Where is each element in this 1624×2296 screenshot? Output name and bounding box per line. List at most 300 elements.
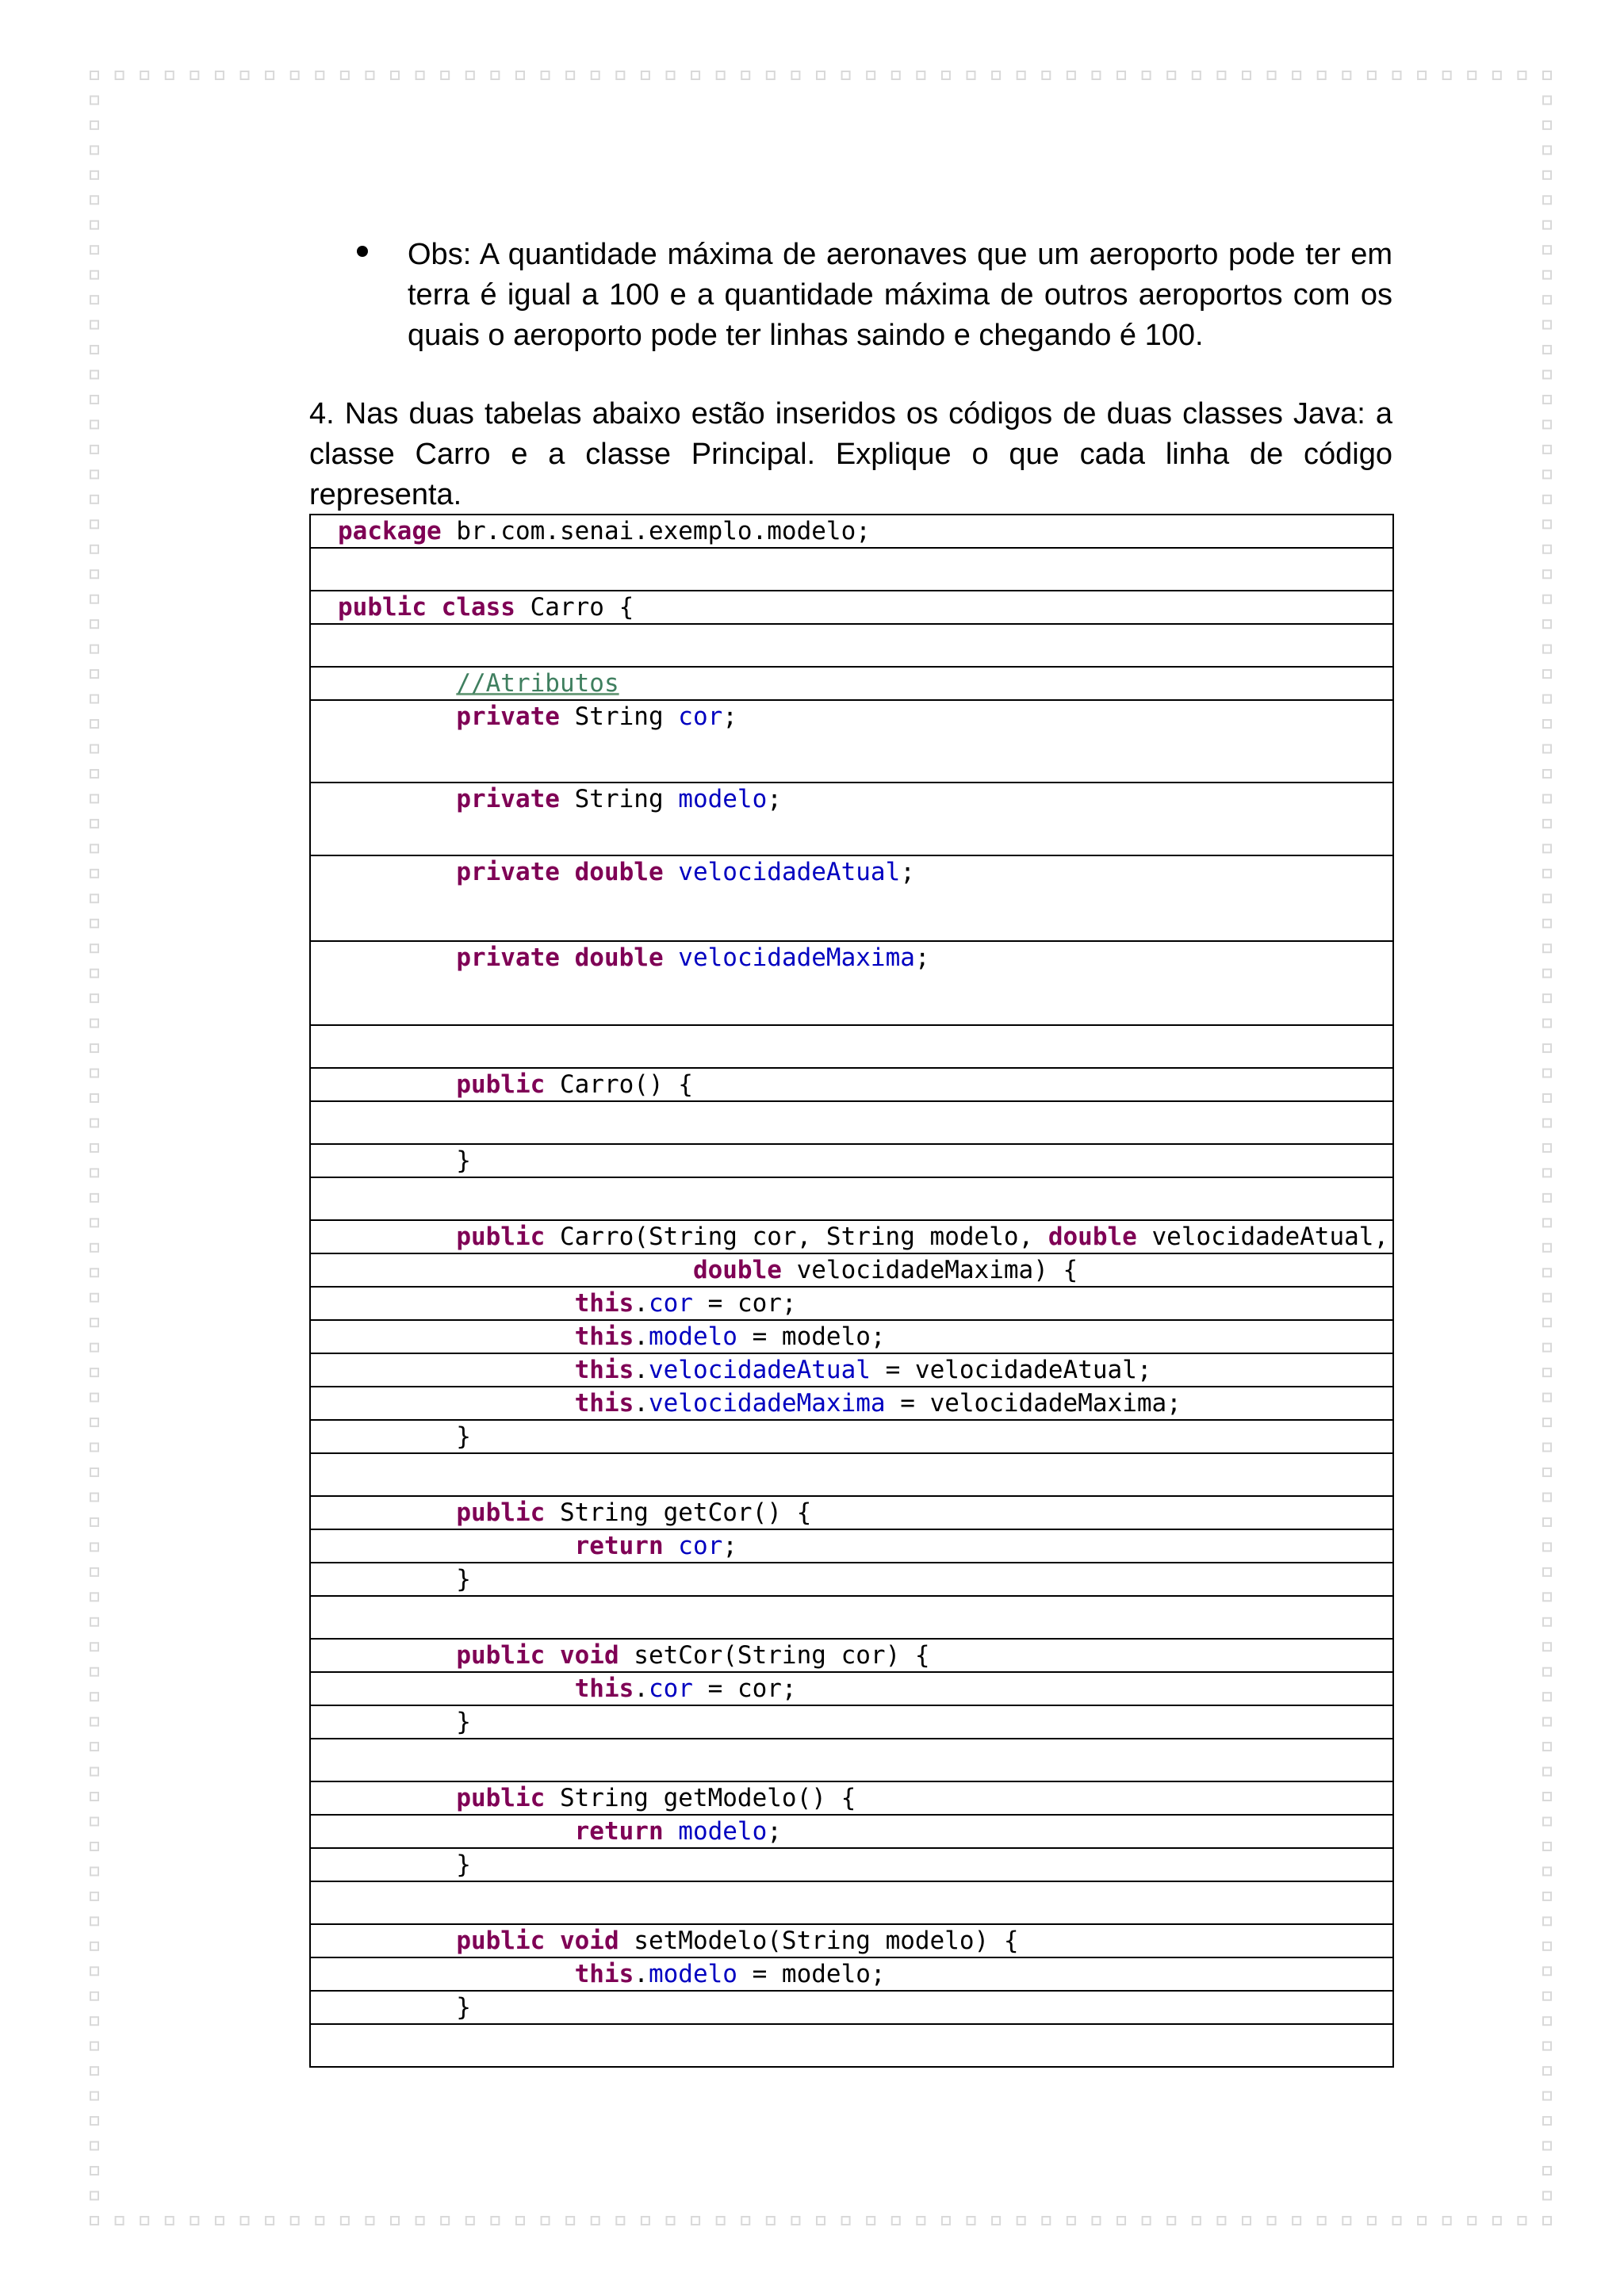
code-row: [310, 1453, 1393, 1496]
code-line: [311, 1673, 1392, 1705]
border-square: [90, 2217, 98, 2225]
border-square: [1543, 1743, 1551, 1751]
code-text: .: [634, 1389, 649, 1418]
code-keyword: this: [574, 1356, 634, 1384]
border-square: [90, 570, 98, 578]
code-text: Carro() {: [545, 1070, 693, 1099]
bullet-note-text: Obs: A quantidade máxima de aeronaves que um aeroporto pode ter em terra é igual a 100 e a quantidade máxima de outros aeroportos com os quais o aeroporto pode ter linhas saindo e chegando é 100.: [408, 238, 1392, 352]
border-square: [466, 2217, 474, 2225]
border-square: [1543, 1593, 1551, 1601]
bullet-dot-icon: [357, 246, 368, 257]
border-square: [266, 2217, 274, 2225]
border-square: [90, 71, 98, 79]
border-square: [90, 794, 98, 802]
code-row: [310, 1848, 1393, 1881]
code-cell: [310, 1739, 1393, 1781]
code-cell: [310, 591, 1393, 624]
border-square: [1543, 1070, 1551, 1077]
border-square: [542, 2217, 550, 2225]
code-line: [311, 1497, 1392, 1529]
border-square: [90, 744, 98, 752]
code-text: }: [338, 1422, 471, 1451]
code-text: [338, 1256, 693, 1284]
code-cell: [310, 1705, 1393, 1739]
code-keyword: double: [692, 1256, 782, 1284]
border-square: [1543, 271, 1551, 279]
border-square: [1543, 1344, 1551, 1352]
border-square: [1543, 1543, 1551, 1551]
border-square: [90, 2017, 98, 2025]
border-square: [166, 71, 174, 79]
border-square: [1543, 1194, 1551, 1202]
border-square: [90, 1917, 98, 1925]
question-paragraph: 4. Nas duas tabelas abaixo estão inseridos os códigos de duas classes Java: a classe Carro e a classe Principal. Explique o que cada linha de código representa.: [309, 397, 1392, 511]
code-keyword: this: [574, 1322, 634, 1351]
border-square: [642, 71, 649, 79]
border-square: [116, 2217, 124, 2225]
border-square: [1342, 71, 1350, 79]
border-square: [1318, 71, 1326, 79]
code-row: [310, 700, 1393, 783]
code-text: velocidadeMaxima) {: [781, 1256, 1078, 1284]
border-square: [90, 1942, 98, 1950]
border-square: [1543, 2017, 1551, 2025]
code-line: [311, 1530, 1392, 1562]
code-text: ;: [767, 785, 782, 813]
border-square: [741, 2217, 749, 2225]
border-square: [90, 770, 98, 778]
border-square: [366, 2217, 373, 2225]
code-line: [311, 1882, 1392, 1923]
code-line: [311, 1640, 1392, 1671]
border-square: [1543, 1693, 1551, 1701]
code-field: modelo: [648, 1322, 737, 1351]
border-square: [90, 1768, 98, 1776]
border-square: [1518, 71, 1526, 79]
border-square: [992, 71, 1000, 79]
border-square: [90, 1867, 98, 1875]
border-square: [1543, 1219, 1551, 1226]
code-field: cor: [648, 1289, 693, 1318]
code-line: [311, 1849, 1392, 1881]
border-square: [90, 1194, 98, 1202]
border-square: [717, 71, 725, 79]
code-text: }: [338, 1993, 471, 2022]
border-square: [1042, 71, 1050, 79]
code-text: [338, 1322, 575, 1351]
border-square: [90, 670, 98, 678]
border-square: [1543, 1867, 1551, 1875]
code-cell: [310, 1957, 1393, 1991]
code-text: Carro {: [515, 593, 634, 622]
code-row: [310, 1881, 1393, 1924]
code-field: modelo: [648, 1960, 737, 1988]
border-square: [1543, 1768, 1551, 1776]
border-square: [741, 71, 749, 79]
border-square: [90, 470, 98, 478]
border-square: [1543, 1044, 1551, 1052]
code-row: [310, 1991, 1393, 2024]
code-keyword: public: [456, 1784, 546, 1812]
code-row: [310, 1705, 1393, 1739]
border-square: [616, 2217, 624, 2225]
border-square: [90, 196, 98, 204]
border-square: [1543, 1568, 1551, 1576]
border-square: [1543, 2117, 1551, 2125]
code-keyword: void: [559, 1641, 619, 1670]
code-field: velocidadeMaxima: [678, 943, 915, 972]
code-row: [310, 1420, 1393, 1453]
border-square: [1543, 1843, 1551, 1850]
code-text: [545, 1927, 560, 1955]
code-line: [311, 1563, 1392, 1595]
code-line: [311, 1925, 1392, 1957]
border-square: [316, 2217, 324, 2225]
code-text: = velocidadeMaxima;: [885, 1389, 1182, 1418]
border-square: [791, 2217, 799, 2225]
code-cell: [310, 515, 1393, 548]
border-square: [90, 1817, 98, 1825]
code-row: [310, 1924, 1393, 1957]
border-square: [90, 545, 98, 553]
code-text: [338, 1927, 456, 1955]
border-square: [1167, 71, 1175, 79]
code-cell: [310, 2024, 1393, 2067]
code-line: [311, 549, 1392, 590]
border-square: [90, 1967, 98, 1975]
border-square: [90, 520, 98, 528]
code-text: String getCor() {: [545, 1498, 812, 1527]
border-square: [90, 371, 98, 379]
code-text: = modelo;: [737, 1960, 886, 1988]
border-square: [90, 1793, 98, 1800]
code-text: [338, 1960, 575, 1988]
border-square: [691, 71, 699, 79]
border-square: [1543, 2167, 1551, 2175]
border-square: [942, 71, 950, 79]
code-keyword: private: [456, 702, 560, 731]
border-square: [842, 2217, 850, 2225]
border-square: [90, 1119, 98, 1127]
code-text: [338, 1070, 456, 1099]
border-square: [1543, 1368, 1551, 1376]
code-cell: [310, 1420, 1393, 1453]
code-keyword: class: [441, 593, 515, 622]
border-square: [441, 2217, 449, 2225]
border-square: [1543, 1643, 1551, 1651]
code-row: [310, 1781, 1393, 1815]
code-line: [311, 1992, 1392, 2023]
code-row: [310, 1815, 1393, 1848]
border-square: [90, 870, 98, 878]
code-row: [310, 1563, 1393, 1596]
border-square: [1092, 71, 1100, 79]
code-line: [311, 668, 1392, 699]
code-line: [311, 942, 1392, 1024]
border-square: [1543, 321, 1551, 329]
code-row: [310, 1101, 1393, 1144]
border-square: [1543, 1892, 1551, 1900]
code-text: .: [634, 1356, 649, 1384]
border-square: [1543, 520, 1551, 528]
border-square: [90, 1094, 98, 1102]
code-cell: [310, 1924, 1393, 1957]
border-square: [1543, 121, 1551, 129]
code-line: [311, 1816, 1392, 1847]
border-square: [592, 2217, 599, 2225]
code-text: ;: [722, 702, 737, 731]
border-square: [216, 2217, 224, 2225]
border-square: [90, 1418, 98, 1426]
border-square: [917, 71, 925, 79]
code-cell: [310, 1220, 1393, 1253]
border-square: [90, 346, 98, 354]
border-square: [90, 420, 98, 428]
border-square: [817, 71, 825, 79]
code-keyword: double: [574, 858, 664, 886]
border-square: [90, 2117, 98, 2125]
border-square: [867, 71, 875, 79]
border-square: [190, 71, 198, 79]
border-square: [1543, 870, 1551, 878]
code-cell: [310, 1496, 1393, 1529]
code-text: [545, 1641, 560, 1670]
border-square: [1493, 2217, 1501, 2225]
border-square: [1543, 221, 1551, 229]
code-keyword: public: [456, 1641, 546, 1670]
border-square: [1318, 2217, 1326, 2225]
code-keyword: public: [456, 1927, 546, 1955]
code-cell: [310, 667, 1393, 700]
border-square: [1117, 71, 1125, 79]
code-text: [338, 1498, 456, 1527]
code-row: [310, 1739, 1393, 1781]
border-square: [90, 1368, 98, 1376]
border-square: [1543, 1144, 1551, 1152]
border-square: [90, 1269, 98, 1276]
code-field: modelo: [678, 785, 768, 813]
border-square: [90, 1344, 98, 1352]
border-square: [1543, 96, 1551, 104]
border-square: [90, 844, 98, 852]
border-square: [1543, 420, 1551, 428]
code-keyword: private: [456, 785, 560, 813]
code-text: [338, 1674, 575, 1703]
code-text: [338, 1356, 575, 1384]
border-square: [967, 2217, 975, 2225]
border-square: [90, 1318, 98, 1326]
code-field: cor: [678, 702, 723, 731]
border-square: [1293, 2217, 1300, 2225]
border-square: [90, 820, 98, 828]
border-square: [1543, 1718, 1551, 1726]
code-cell: [310, 1287, 1393, 1320]
code-text: }: [338, 1708, 471, 1736]
border-square: [416, 2217, 424, 2225]
border-square: [1543, 71, 1551, 79]
border-square: [90, 1892, 98, 1900]
code-text: .: [634, 1960, 649, 1988]
code-cell: [310, 1387, 1393, 1420]
code-row: [310, 1672, 1393, 1705]
border-square: [1543, 246, 1551, 254]
code-table: [309, 514, 1394, 2068]
border-square: [1543, 695, 1551, 703]
border-square: [391, 71, 399, 79]
border-square: [90, 620, 98, 628]
border-square: [1543, 1793, 1551, 1800]
code-text: = modelo;: [737, 1322, 886, 1351]
code-row: [310, 783, 1393, 855]
border-square: [1193, 71, 1201, 79]
border-square: [1543, 2092, 1551, 2100]
border-square: [241, 71, 249, 79]
border-square: [917, 2217, 925, 2225]
border-square: [942, 2217, 950, 2225]
code-text: [664, 858, 679, 886]
code-line: [311, 1178, 1392, 1219]
border-square: [666, 2217, 674, 2225]
code-keyword: return: [574, 1817, 664, 1846]
border-square: [1543, 1119, 1551, 1127]
border-square: [90, 2167, 98, 2175]
border-square: [1543, 794, 1551, 802]
border-square: [1117, 2217, 1125, 2225]
code-line: [311, 1221, 1392, 1253]
border-square: [90, 894, 98, 902]
border-square: [1268, 71, 1276, 79]
code-comment: //Atributos: [456, 669, 619, 698]
code-text: ;: [900, 858, 915, 886]
code-row: [310, 1144, 1393, 1177]
border-square: [1217, 71, 1225, 79]
code-row: [310, 591, 1393, 624]
code-row: [310, 548, 1393, 591]
border-square: [1543, 1444, 1551, 1452]
border-square: [90, 1219, 98, 1226]
border-square: [90, 1718, 98, 1726]
border-square: [491, 2217, 499, 2225]
code-text: [338, 669, 456, 698]
border-square: [90, 1843, 98, 1850]
code-text: [664, 943, 679, 972]
code-line: [311, 1288, 1392, 1319]
border-square: [1543, 1318, 1551, 1326]
border-square: [366, 71, 373, 79]
border-square: [1543, 196, 1551, 204]
border-square: [90, 2092, 98, 2100]
border-square: [1543, 844, 1551, 852]
border-square: [1543, 545, 1551, 553]
border-square: [1543, 296, 1551, 304]
code-line: [311, 1321, 1392, 1353]
border-square: [1543, 1244, 1551, 1252]
code-text: br.com.senai.exemplo.modelo;: [441, 517, 871, 545]
border-square: [1418, 2217, 1426, 2225]
border-square: [1543, 1020, 1551, 1027]
border-square: [1543, 645, 1551, 653]
code-cell: [310, 1353, 1393, 1387]
border-square: [1468, 2217, 1476, 2225]
border-square: [1543, 1269, 1551, 1276]
code-cell: [310, 624, 1393, 667]
code-cell: [310, 1991, 1393, 2024]
code-line: [311, 1739, 1392, 1781]
border-square: [90, 2042, 98, 2050]
border-square: [1543, 470, 1551, 478]
code-cell: [310, 1563, 1393, 1596]
border-square: [1543, 1493, 1551, 1501]
code-text: [338, 1289, 575, 1318]
code-row: [310, 1496, 1393, 1529]
border-square: [717, 2217, 725, 2225]
border-square: [616, 71, 624, 79]
border-square: [90, 1144, 98, 1152]
code-text: [560, 943, 575, 972]
border-square: [1543, 1518, 1551, 1526]
border-square: [1543, 2217, 1551, 2225]
code-row: [310, 1387, 1393, 1420]
border-square: [90, 1493, 98, 1501]
border-square: [1543, 720, 1551, 728]
border-square: [90, 1618, 98, 1626]
border-square: [316, 71, 324, 79]
code-line: [311, 591, 1392, 623]
border-square: [90, 1668, 98, 1676]
code-line: [311, 1145, 1392, 1177]
border-square: [592, 71, 599, 79]
border-square: [1543, 744, 1551, 752]
border-square: [1418, 71, 1426, 79]
code-cell: [310, 1025, 1393, 1068]
code-cell: [310, 1320, 1393, 1353]
code-text: velocidadeAtual,: [1136, 1223, 1389, 1251]
border-square: [90, 446, 98, 453]
border-square: [90, 2191, 98, 2199]
code-text: [338, 1641, 456, 1670]
code-text: = velocidadeAtual;: [870, 1356, 1152, 1384]
border-square: [90, 271, 98, 279]
code-keyword: public: [338, 593, 427, 622]
border-square: [1543, 2067, 1551, 2075]
border-square: [90, 944, 98, 952]
code-line: [311, 1597, 1392, 1638]
code-text: [338, 1817, 575, 1846]
border-square: [341, 71, 349, 79]
border-square: [90, 1992, 98, 2000]
code-row: [310, 1320, 1393, 1353]
code-text: .: [634, 1289, 649, 1318]
code-row: [310, 1287, 1393, 1320]
border-square: [90, 1593, 98, 1601]
code-keyword: return: [574, 1532, 664, 1560]
border-square: [90, 920, 98, 928]
border-square: [90, 321, 98, 329]
border-square: [1268, 2217, 1276, 2225]
border-square: [1543, 1917, 1551, 1925]
code-line: [311, 701, 1392, 782]
border-square: [1368, 2217, 1376, 2225]
code-line: [311, 1254, 1392, 1286]
border-square: [1067, 71, 1075, 79]
code-text: [338, 1389, 575, 1418]
code-text: [338, 702, 456, 731]
border-square: [190, 2217, 198, 2225]
code-field: modelo: [678, 1817, 768, 1846]
border-square: [90, 1070, 98, 1077]
border-square: [1092, 2217, 1100, 2225]
code-text: ;: [722, 1532, 737, 1560]
